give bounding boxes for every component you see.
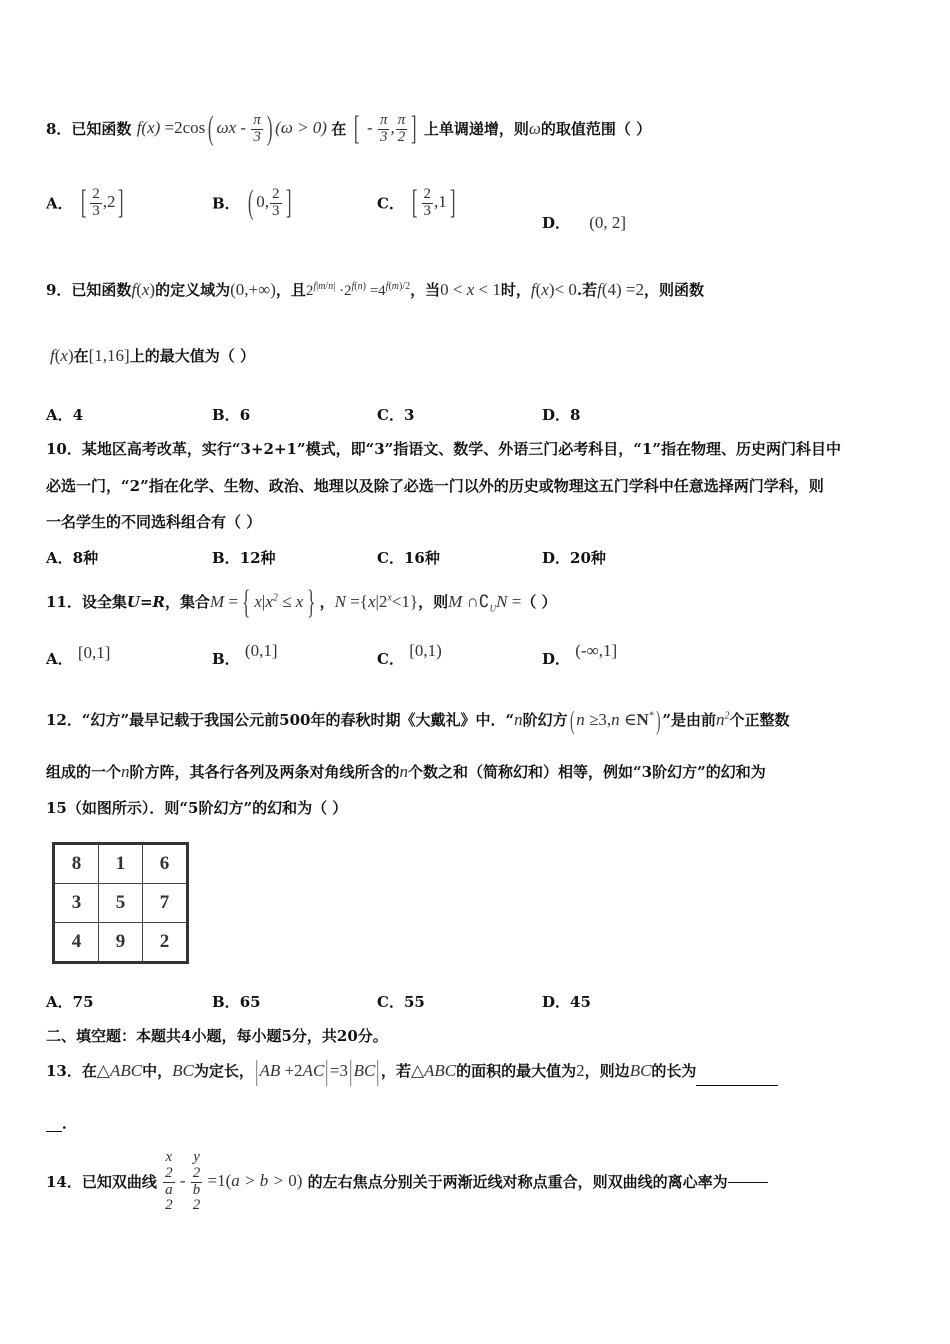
option-value: 8: [570, 406, 581, 424]
q12-text-b: 阶幻方: [522, 710, 568, 729]
q13-text-g: 的长为: [651, 1061, 697, 1080]
q11-t2: ，: [319, 592, 335, 611]
option-value: 65: [239, 993, 261, 1011]
q9-option-c[interactable]: [377, 404, 414, 425]
option-label: B．: [212, 650, 240, 668]
q8-prefix: 8．已知函数: [46, 120, 132, 138]
q8-omega: ω: [528, 118, 541, 138]
magic-square-cell: 6: [143, 844, 188, 884]
q12-text-c: ”是由前: [662, 710, 717, 729]
q9-option-a[interactable]: [46, 404, 83, 425]
q11-t3: ，则: [418, 592, 449, 611]
q11-set-n: $N =\{x|2^x<1\}$: [334, 591, 419, 611]
q13-triangle: △ABC: [96, 1060, 143, 1080]
q9-equation: $2^{f|m/n|} \cdot 2^{f(n)} =4^{f(m)/2}$: [305, 281, 411, 299]
q10-line1: 10．某地区高考改革，实行“3+2+1”模式，即“3”指语文、数学、外语三门必考科目，“1”指在物理、历史两门科目中: [46, 440, 841, 458]
option-value: [ $\frac{2}{3}$ ,2]: [80, 184, 124, 221]
option-value: 6: [239, 406, 251, 424]
option-label: D．: [542, 549, 571, 567]
magic-square-row: [54, 923, 188, 963]
q9-t4: 时，: [500, 281, 531, 299]
option-label: A．: [46, 650, 73, 668]
q8-stem: [46, 112, 651, 146]
magic-square-row: [54, 884, 188, 923]
magic-square-cell: 1: [99, 844, 143, 884]
q9-option-b[interactable]: [212, 404, 250, 425]
option-value: [0,1]: [77, 643, 111, 662]
q12-option-d[interactable]: [542, 991, 591, 1012]
q10-line2: 必选一门，“2”指在化学、生物、政治、地理以及除了必选一门以外的历史或物理这五门学科中任意选择两门学科，则: [46, 477, 824, 495]
option-value: (0,1]: [244, 641, 278, 660]
q9-prefix: 9．已知函数: [46, 281, 132, 299]
q12-line2: [46, 762, 766, 782]
q12-text-d: 个正整数: [729, 710, 790, 729]
q10-option-c[interactable]: [377, 547, 440, 568]
q9-domain: (0,+∞): [230, 280, 276, 299]
q8-mid: 在: [331, 120, 347, 138]
magic-square-cell: 3: [54, 884, 99, 923]
q13-text-e: 的面积的最大值为: [456, 1061, 577, 1080]
q8-option-a[interactable]: [46, 186, 127, 220]
q13-line1: [46, 1058, 778, 1086]
q9-line2-end: 上的最大值为（ ）: [129, 347, 255, 365]
option-label: D．: [542, 650, 571, 668]
q9-interval: [1,16]: [88, 346, 130, 365]
option-value: 12种: [239, 549, 276, 567]
q13-answer-blank[interactable]: [696, 1085, 778, 1086]
q9-stem-line2: [50, 346, 255, 366]
option-value: 55: [403, 993, 425, 1011]
option-value: 45: [570, 993, 591, 1011]
q9-t2: ，且: [275, 281, 306, 299]
q13-max-area: 2: [576, 1060, 585, 1080]
magic-square-cell: 5: [99, 884, 143, 923]
q13-triangle-2: △ABC: [410, 1060, 457, 1080]
q8-tail: 的取值范围（ ）: [540, 120, 652, 138]
q11-t1: ，集合: [165, 592, 211, 611]
option-label: C．: [377, 406, 404, 424]
magic-square-row: [54, 844, 188, 884]
q14-hyperbola-equation: x 2 a 2 - y 2 b 2 =1(a > b > 0): [165, 1149, 303, 1214]
q9-t6: ，则函数: [643, 281, 704, 299]
q9-t3: ，当: [410, 281, 441, 299]
q14-answer-blank[interactable]: [728, 1182, 768, 1183]
option-label: D．: [542, 993, 571, 1011]
q12-text-f: 阶方阵，其各行各列及两条对角线所含的: [129, 763, 400, 781]
option-label: A．: [46, 406, 73, 424]
q14-text-a: 14．已知双曲线: [46, 1173, 157, 1191]
q11-universe: U=R: [126, 592, 165, 611]
option-label: A．: [46, 194, 73, 213]
magic-square-cell: 8: [54, 844, 99, 884]
option-label: B．: [212, 406, 240, 424]
q9-line2-mid: 在: [73, 347, 89, 365]
q13-answer-blank-cont[interactable]: [46, 1131, 62, 1132]
q9-option-d[interactable]: [542, 404, 580, 425]
q13-text-a: 13．在: [46, 1061, 97, 1080]
q14-line: [46, 1150, 768, 1214]
q14-text-b: 的左右焦点分别关于两渐近线对称点重合，则双曲线的离心率为: [307, 1173, 728, 1191]
q10-option-b[interactable]: [212, 547, 276, 568]
option-value: 20种: [570, 549, 606, 567]
magic-square-cell: 2: [143, 923, 188, 963]
q11-stem: [46, 586, 557, 620]
option-label: B．: [212, 194, 240, 213]
q8-interval: [ - $\frac{\pi}{3}$ , $\frac{\pi}{2}$ ]: [354, 110, 417, 147]
section-heading: 二、填空题：本题共4小题，每小题5分，共20分。: [46, 1027, 388, 1045]
q11-option-c[interactable]: [377, 641, 442, 669]
q11-set-m: M = { $x|x^2 \le x$ }: [210, 584, 316, 621]
q13-text-d: ，若: [380, 1061, 411, 1080]
q13-period: ．: [62, 1114, 78, 1132]
q13-text-f: ，则边: [584, 1061, 630, 1080]
q9-fx-2: f(x): [50, 346, 74, 365]
q9-stem-line1: [46, 280, 704, 300]
q12-n: n: [514, 709, 523, 729]
q13-bc-2: BC: [629, 1060, 652, 1080]
q12-n-3: n: [399, 762, 409, 781]
q12-option-a[interactable]: [46, 991, 94, 1012]
q11-option-d[interactable]: [542, 641, 618, 669]
q9-t5: .若: [576, 281, 598, 299]
option-value: (-∞,1]: [575, 641, 618, 660]
option-label: D．: [542, 406, 571, 424]
q12-condition: ( n ≥3,n ∈N*): [569, 706, 661, 735]
q9-t1: 的定义域为: [155, 281, 231, 299]
option-value: 8种: [72, 549, 99, 567]
q10-line3: 一名学生的不同选科组合有（ ）: [46, 513, 262, 531]
q11-expression: M $\cap∁_UN$ =: [448, 591, 522, 614]
q12-text-e: 组成的一个: [46, 763, 122, 781]
q12-option-b[interactable]: [212, 991, 261, 1012]
option-value: [0,1): [409, 641, 442, 660]
q8-option-b[interactable]: [212, 186, 294, 220]
q9-condition: f(x)< 0: [530, 280, 577, 299]
q12-line3: 15（如图所示）．则“5阶幻方”的幻和为（ ）: [46, 799, 348, 817]
q9-fx: f(x): [131, 280, 156, 299]
q13-text-b: 中，: [142, 1061, 173, 1080]
q8-suffix: 上单调递增，则: [423, 120, 529, 138]
option-value: [ $\frac{2}{3}$ ,1]: [412, 184, 456, 221]
option-value: (0, 2]: [589, 213, 627, 232]
q11-prefix: 11．设全集: [46, 592, 127, 611]
q11-option-a[interactable]: [46, 643, 111, 669]
q8-option-c[interactable]: [377, 186, 458, 220]
q12-option-c[interactable]: [377, 991, 425, 1012]
q12-text-a: 12．“幻方”最早记载于我国公元前500年的春秋时期《大戴礼》中．“: [46, 710, 515, 729]
q12-n-squared: $n^2$: [716, 709, 730, 729]
option-label: C．: [377, 194, 404, 213]
q13-text-c: 为定长，: [193, 1061, 254, 1080]
magic-square-grid: [52, 842, 189, 964]
magic-square-cell: 7: [143, 884, 188, 923]
q10-option-d[interactable]: [542, 547, 606, 568]
q11-t4: （ ）: [521, 592, 557, 611]
option-label: C．: [377, 650, 404, 668]
q12-n-2: n: [121, 762, 130, 781]
q8-option-d[interactable]: [542, 212, 626, 233]
q13-vector-equation: |AB +2AC|=3|BC|: [255, 1056, 380, 1087]
option-value: 75: [72, 993, 94, 1011]
q9-range: 0 < x < 1: [440, 280, 501, 299]
option-label: C．: [377, 549, 404, 567]
option-value: 4: [72, 406, 84, 424]
option-label: C．: [377, 993, 404, 1011]
q12-line1: [46, 708, 790, 734]
q13-line2: [46, 1114, 77, 1132]
q10-option-a[interactable]: [46, 547, 98, 568]
q11-option-b[interactable]: [212, 641, 278, 669]
q12-text-g: 个数之和（简称幻和）相等，例如“3阶幻方”的幻和为: [408, 763, 766, 781]
option-label: D．: [542, 214, 571, 232]
option-label: A．: [46, 993, 73, 1011]
q9-f4: f(4) =2: [597, 280, 644, 299]
magic-square-cell: 9: [99, 923, 143, 963]
magic-square-cell: 4: [54, 923, 99, 963]
option-label: A．: [46, 549, 73, 567]
option-value: 16种: [403, 549, 440, 567]
option-label: B．: [212, 549, 240, 567]
option-value: ( 0, $\frac{2}{3}$ ]: [247, 184, 291, 221]
option-label: B．: [212, 993, 240, 1011]
option-value: 3: [403, 406, 415, 424]
q8-function: f(x) =2cos( ωx - $\frac{\pi}{3}$ ) (ω > 0): [136, 110, 332, 147]
q13-bc: BC: [172, 1060, 194, 1080]
